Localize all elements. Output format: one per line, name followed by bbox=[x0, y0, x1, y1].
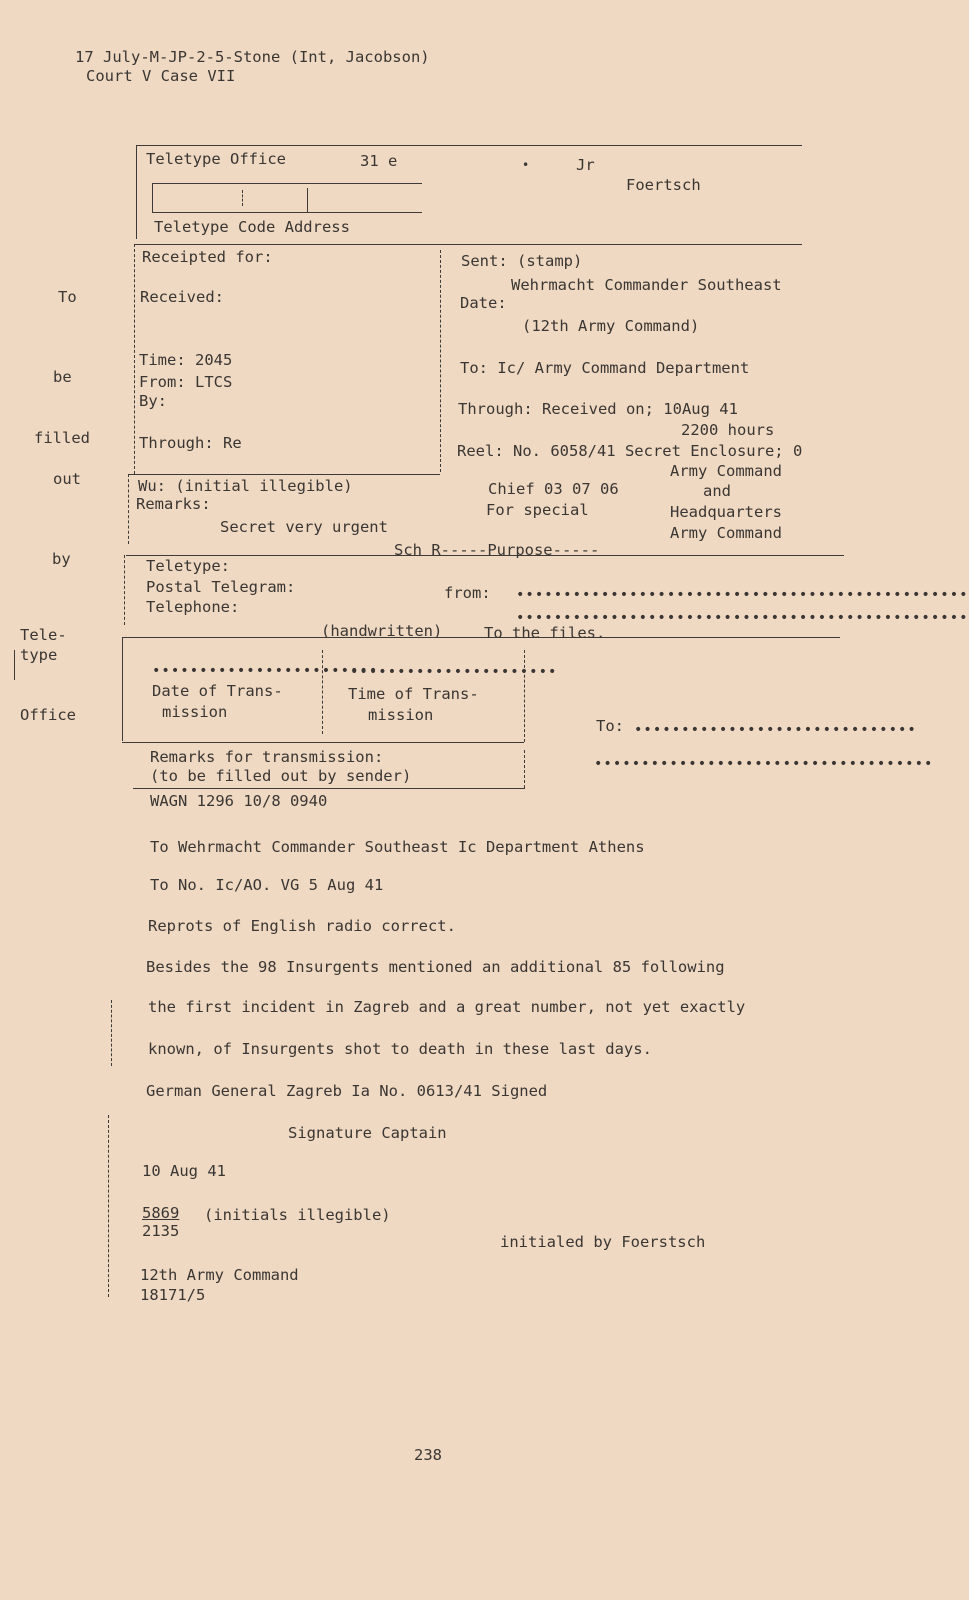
code-labels: Teletype Code Address bbox=[154, 218, 350, 236]
postal-label: Postal Telegram: bbox=[146, 578, 296, 596]
form-mid-line bbox=[128, 474, 440, 475]
from-dotted-line: •••••••••••••••••••••••••••••••••••••••••••••••• bbox=[516, 587, 969, 603]
time: Time: 2045 bbox=[139, 351, 233, 369]
from-label: from: bbox=[444, 584, 491, 602]
army-cmd-block: and bbox=[703, 482, 731, 500]
margin-text: be bbox=[53, 368, 72, 386]
message-body: the first incident in Zagreb and a great number, not yet exactly bbox=[148, 998, 746, 1016]
message-reports: Reprots of English radio correct. bbox=[148, 917, 456, 935]
through: Through: Re bbox=[139, 434, 242, 452]
trans-box-bottom bbox=[122, 742, 524, 743]
code-box-divider bbox=[242, 190, 243, 206]
through-received: Through: Received on; 10Aug 41 bbox=[458, 400, 738, 418]
page-number: 238 bbox=[414, 1446, 442, 1464]
form-left-border bbox=[136, 145, 137, 239]
to-dotted-line: •••••••••••••••••••••••••••••••••••• bbox=[594, 756, 934, 772]
form-section-line bbox=[134, 244, 802, 245]
teletype-office-label: Teletype Office bbox=[146, 150, 286, 168]
margin-rule bbox=[111, 1000, 112, 1066]
hours: 2200 hours bbox=[681, 421, 775, 439]
office-number: 31 e bbox=[360, 152, 398, 170]
initials-illegible: (initials illegible) bbox=[204, 1206, 391, 1224]
header-line-1: 17 July-M-JP-2-5-Stone (Int, Jacobson) bbox=[75, 48, 430, 66]
margin-rule bbox=[14, 650, 15, 680]
chief: Chief 03 07 06 bbox=[488, 480, 619, 498]
form-left-border bbox=[128, 474, 129, 544]
message-no: To No. Ic/AO. VG 5 Aug 41 bbox=[150, 876, 384, 894]
telephone-label: Telephone: bbox=[146, 598, 240, 616]
bullet: • bbox=[522, 158, 530, 172]
message-body: Besides the 98 Insurgents mentioned an additional 85 following bbox=[146, 958, 725, 976]
army-cmd-block: Army Command bbox=[670, 524, 782, 542]
message-body: known, of Insurgents shot to death in these last days. bbox=[148, 1040, 652, 1058]
to-department: To: Ic/ Army Command Department bbox=[460, 359, 750, 377]
received: Received: bbox=[140, 288, 224, 306]
margin-text: out bbox=[53, 470, 81, 488]
filled-by-sender: (to be filled out by sender) bbox=[150, 767, 412, 785]
remarks-underline bbox=[133, 788, 525, 789]
from: From: LTCS bbox=[139, 373, 233, 391]
secret-urgent: Secret very urgent bbox=[220, 518, 388, 536]
margin-text: Tele- bbox=[20, 626, 67, 644]
date-dotted-line: •••••••••••••••••••••••• bbox=[152, 663, 379, 679]
margin-text: Office bbox=[20, 706, 76, 724]
margin-rule bbox=[108, 1115, 109, 1297]
wehrmacht: Wehrmacht Commander Southeast bbox=[511, 276, 782, 294]
form-section-line bbox=[122, 637, 840, 638]
special: For special bbox=[486, 501, 589, 519]
message-german-general: German General Zagreb Ia No. 0613/41 Signed bbox=[146, 1082, 548, 1100]
document-number: 18171/5 bbox=[140, 1286, 206, 1304]
number-top: 5869 bbox=[142, 1204, 180, 1222]
code-box-bottom bbox=[152, 212, 422, 213]
army-command-footer: 12th Army Command bbox=[140, 1266, 299, 1284]
number-bottom: 2135 bbox=[142, 1222, 180, 1240]
date-label: Date: bbox=[460, 294, 507, 312]
sent-stamp: Sent: (stamp) bbox=[461, 252, 583, 270]
wu: Wu: (initial illegible) bbox=[138, 477, 353, 495]
date-transmission: mission bbox=[162, 703, 228, 721]
army-command: (12th Army Command) bbox=[522, 317, 700, 335]
message-date: 10 Aug 41 bbox=[142, 1162, 226, 1180]
margin-text: type bbox=[20, 646, 58, 664]
to-files: To the files. bbox=[484, 624, 606, 642]
code-box-divider bbox=[307, 188, 308, 212]
margin-text: by bbox=[52, 550, 71, 568]
header-line-2: Court V Case VII bbox=[86, 67, 236, 85]
signature: Signature Captain bbox=[288, 1124, 447, 1142]
receipted-for: Receipted for: bbox=[142, 248, 273, 266]
wagn-line: WAGN 1296 10/8 0940 bbox=[150, 792, 328, 810]
reel: Reel: No. 6058/41 Secret Enclosure; 0 bbox=[457, 442, 803, 460]
foertsch: Foertsch bbox=[626, 176, 701, 194]
code-box-left bbox=[152, 183, 153, 212]
remarks-right bbox=[524, 750, 525, 788]
from-dotted-line: •••••••••••••••••••••••••••••••••••••••••••••••• bbox=[516, 610, 969, 626]
remarks: Remarks: bbox=[136, 495, 211, 513]
message-to: To Wehrmacht Commander Southeast Ic Department Athens bbox=[150, 838, 645, 856]
teletype-label: Teletype: bbox=[146, 557, 230, 575]
handwritten: (handwritten) bbox=[321, 622, 443, 640]
to-label: To: bbox=[596, 717, 624, 735]
time-transmission: Time of Trans- bbox=[348, 685, 479, 703]
date-transmission: Date of Trans- bbox=[152, 682, 283, 700]
jr: Jr bbox=[576, 156, 595, 174]
form-left-border bbox=[124, 555, 125, 625]
initialed-by: initialed by Foerstsch bbox=[500, 1233, 706, 1251]
remarks-transmission: Remarks for transmission: bbox=[150, 748, 384, 766]
sch-purpose: Sch R-----Purpose----- bbox=[394, 541, 600, 559]
to-dotted-line: •••••••••••••••••••••••••••••• bbox=[634, 722, 917, 738]
army-cmd-block: Army Command bbox=[670, 462, 782, 480]
form-center-divider bbox=[440, 250, 441, 472]
form-left-border bbox=[134, 244, 135, 474]
army-cmd-block: Headquarters bbox=[670, 503, 782, 521]
time-transmission: mission bbox=[368, 706, 434, 724]
margin-text: To bbox=[58, 288, 77, 306]
time-dotted-line: •••••••••••••••••••••• bbox=[350, 664, 558, 680]
margin-text: filled bbox=[34, 429, 90, 447]
trans-box-left bbox=[122, 637, 123, 741]
code-box-top bbox=[152, 183, 422, 184]
form-top-line bbox=[136, 145, 802, 146]
by: By: bbox=[139, 392, 167, 410]
